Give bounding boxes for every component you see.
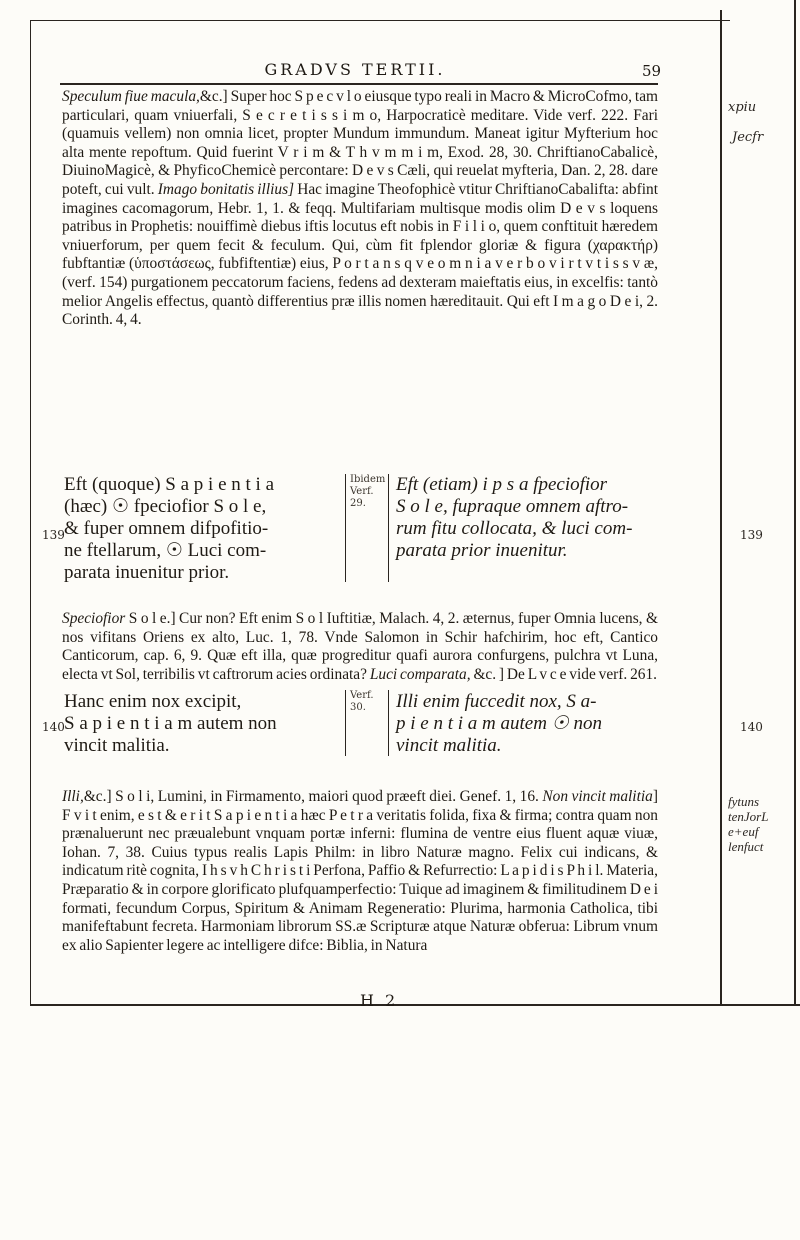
verse-line: Illi enim fuccedit nox, S a- (396, 691, 597, 712)
lemma: Imago bonitatis illius] (157, 180, 295, 198)
commentary-text: &c.] S o l i, Lumini, in Firmamento, maiori quod præeft diei. Genef. 1, 16. (83, 788, 539, 805)
handwritten-margin-note: fytuns tenJorL e+euf lenfuct (728, 794, 769, 854)
verse-line: Eft (etiam) i p s a fpeciofior (396, 474, 608, 495)
verse-line: Eft (quoque) S a p i e n t i a (64, 474, 275, 495)
column-divider (388, 474, 389, 582)
page-number: 59 (642, 62, 662, 80)
verse-line: Hanc enim nox excipit, (64, 691, 242, 712)
margin-line-number: 139 (42, 528, 65, 542)
verse-line: rum fitu collocata, & luci com- (396, 518, 633, 539)
verse-30-right-column (396, 691, 658, 757)
signature-mark: H 2 (360, 991, 399, 1010)
verse-30-reference: Verf. 30. (350, 690, 374, 713)
verse-line: vincit malitia. (64, 735, 170, 756)
verse-line: p i e n t i a m autem ☉ non (396, 713, 602, 734)
handwritten-note: Jecfr (732, 130, 764, 145)
commentary-text: ] F v i t enim, e s t & e r i t S a p i e n t i a hæc P e t r a veritatis folida, fixa & firma; contra quam non prænaluerunt nec præualebunt vnquam portæ inferni: flumina de ventre eius fluent aquæ viuæ, Iohan. 7, 38. Cuius typus realis Lapis Philm: in libro Naturæ magno. Felix cui indicans, & indicatum ritè cognita, I h s v h C h r i s t i Perfona, Paffio & Refurrectio: L a p i d i s P h i l. Materia, Præparatio & in corpore glorificato plufquamperfectio: Tuique ad imaginem & fimilitudinem D e i formati, fecundum Corpus, Spiritum & Animam Regeneratio: Plurima, harmonia Catholica, tibi manifeftabunt fecreta. Harmoniam librorum SS.æ Scripturæ atque Naturæ obferua: Librum vnum ex alio Sapienter legere ac intelligere difce: Biblia, in Natura (62, 788, 658, 954)
lemma: Illi, (62, 788, 84, 805)
verse-29-reference: Ibidem Verf. 29. (350, 474, 386, 509)
margin-line-number: 139 (740, 528, 763, 542)
lemma: Speciofior (62, 610, 126, 627)
lemma: Luci comparata, (369, 665, 471, 683)
frame-top-rule (30, 20, 730, 21)
handwritten-note: xpiu (728, 100, 757, 115)
frame-bottom-rule (30, 1004, 800, 1006)
verse-line: (hæc) ☉ fpeciofior S o l e, (64, 496, 267, 517)
lemma: Non vincit malitia (542, 788, 653, 805)
verse-line: ne ftellarum, ☉ Luci com- (64, 540, 267, 561)
commentary-paragraph-3 (62, 788, 658, 955)
commentary-paragraph-1 (62, 88, 658, 330)
commentary-text: &c.] Super hoc S p e c v l o eiusque typo reali in Macro & MicroCofmo, tam particulari, quam vniuerfali, S e c r e t i s s i m o, Harpocraticè meditare. Vide verf. 222. Fari (quamuis vellem) non omnia licet, propter Mundum immundum. Maneat igitur Myfterium hoc alta mente repoftum. Quid fuerint V r i m & T h v m m i m, Exod. 28, 30. ChriftianoCabalicè, DiuinoMagicè, & PhyficoChemicè percontare: D e v s Cæli, qui reuelat myfteria, Dan. 2, 28. dare poteft, cui vult. (62, 88, 659, 198)
verse-line: & fuper omnem difpofitio- (64, 518, 269, 539)
commentary-text: &c. ] De L v c e vide verf. 261. (473, 665, 658, 683)
verse-line: S a p i e n t i a m autem non (64, 713, 277, 734)
margin-line-number: 140 (740, 720, 763, 734)
margin-vertical-rule (720, 10, 722, 1006)
lemma: Speculum fiue macula, (62, 88, 200, 105)
frame-left-rule (30, 20, 31, 1005)
commentary-text: S o l e.] Cur non? Eft enim S o l Iuftitiæ, Malach. 4, 2. æternus, fuper Omnia lucens, & nos vifitans Oriens ex alto, Luc. 1, 78. Vnde Salomon in Schir hafchirim, hoc eft, Cantico Canticorum, cap. 6, 9. Quæ eft illa, quæ progreditur quafi aurora confurgens, pulchra vt Luna, electa vt Sol, terribilis vt caftrorum acies ordinata? (62, 610, 658, 683)
verse-line: parata prior inuenitur. (396, 540, 568, 561)
verse-line: vincit malitia. (396, 735, 502, 756)
verse-line: S o l e, fupraque omnem aftro- (396, 496, 629, 517)
verse-line: parata inuenitur prior. (64, 562, 230, 583)
column-divider (345, 474, 346, 582)
verse-29-left-column (64, 474, 346, 584)
commentary-text: Hac imagine Theofophicè vtitur ChriftianoCabalifta: abfint imagines cacomagorum, Hebr. 1, 1. & feqq. Multifariam multisque modis olim D e v s loquens patribus in Prophetis: nouiffimè diebus iftis locutus eft nobis in F i l i o, quem conftituit hæredem vniuerforum, per quem fecit & feculum. Qui, cùm fit fplendor gloriæ & figura (χαρακτήρ) fubftantiæ (ὑποστάσεως, fubfiftentiæ) eius, P o r t a n s q v e o m n i a v e r b o v i r t v t i s s v æ, (verf. 154) purgationem peccatorum faciens, fedens ad dexteram maieftatis eius, in excelfis: tantò melior Angelis effectus, quantò differentius præ illis nomen hæreditauit. Qui eft I m a g o D e i, 2. Corinth. 4, 4. (62, 180, 658, 329)
running-head-rule (60, 83, 658, 85)
margin-line-number: 140 (42, 720, 65, 734)
commentary-paragraph-2 (62, 610, 658, 684)
verse-29-right-column (396, 474, 658, 562)
verse-30-left-column (64, 691, 346, 757)
column-divider (388, 690, 389, 756)
outer-vertical-rule (794, 0, 796, 1006)
running-head: GRADVS TERTII. (264, 60, 446, 79)
column-divider (345, 690, 346, 756)
